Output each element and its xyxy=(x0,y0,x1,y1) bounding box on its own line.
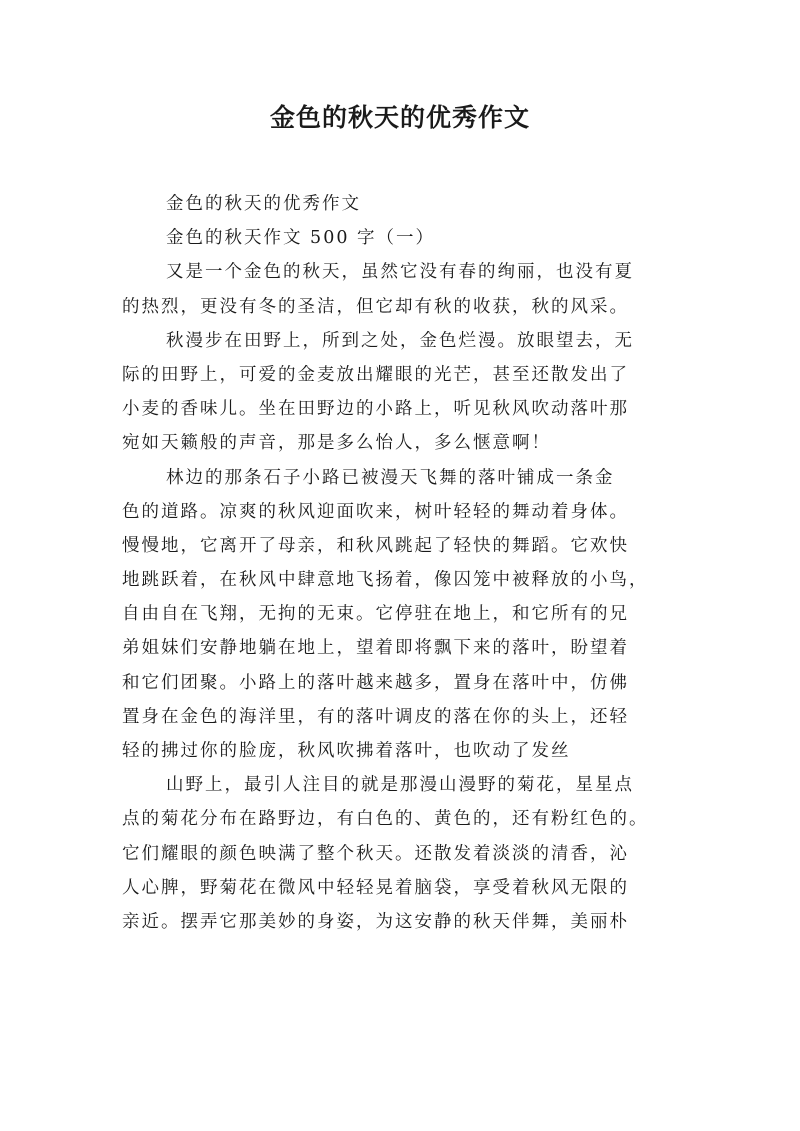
paragraph-line: 弟姐妹们安静地躺在地上，望着即将飘下来的落叶，盼望着 xyxy=(122,638,629,659)
paragraph-line: 置身在金色的海洋里，有的落叶调皮的落在你的头上，还轻 xyxy=(122,706,629,727)
subtitle-line: 金色的秋天的优秀作文 xyxy=(166,194,361,214)
paragraph-line: 它们耀眼的颜色映满了整个秋天。还散发着淡淡的清香，沁 xyxy=(122,843,629,864)
paragraph-line: 小麦的香味儿。坐在田野边的小路上，听见秋风吹动落叶那 xyxy=(122,399,629,420)
paragraph-line: 自由自在飞翔，无拘的无束。它停驻在地上，和它所有的兄 xyxy=(122,604,629,625)
paragraph-line: 和它们团聚。小路上的落叶越来越多，置身在落叶中，仿佛 xyxy=(122,672,629,693)
paragraph-line: 地跳跃着，在秋风中肆意地飞扬着，像囚笼中被释放的小鸟， xyxy=(122,570,649,591)
paragraph-line: 又是一个金色的秋天，虽然它没有春的绚丽，也没有夏 xyxy=(166,262,634,283)
paragraph-line: 轻的拂过你的脸庞，秋风吹拂着落叶，也吹动了发丝 xyxy=(122,741,571,761)
paragraph-line: 点的菊花分布在路野边，有白色的、黄色的，还有粉红色的。 xyxy=(122,809,649,830)
paragraph-line: 际的田野上，可爱的金麦放出耀眼的光芒，甚至还散发出了 xyxy=(122,364,629,385)
paragraph-line: 色的道路。凉爽的秋风迎面吹来，树叶轻轻的舞动着身体。 xyxy=(122,501,629,522)
section-heading: 金色的秋天作文 500 字（一） xyxy=(166,228,436,249)
paragraph-line: 宛如天籁般的声音，那是多么怡人，多么惬意啊！ xyxy=(122,433,551,454)
document-title: 金色的秋天的优秀作文 xyxy=(269,103,530,132)
document-body xyxy=(122,187,692,939)
paragraph-line: 亲近。摆弄它那美妙的身姿，为这安静的秋天伴舞，美丽朴 xyxy=(122,911,629,932)
paragraph-line: 秋漫步在田野上，所到之处，金色烂漫。放眼望去，无 xyxy=(166,330,634,351)
paragraph-line: 慢慢地，它离开了母亲，和秋风跳起了轻快的舞蹈。它欢快 xyxy=(122,535,629,556)
paragraph-line: 山野上，最引人注目的就是那漫山漫野的菊花，星星点 xyxy=(166,775,634,796)
paragraph-line: 林边的那条石子小路已被漫天飞舞的落叶铺成一条金 xyxy=(166,467,615,488)
paragraph-line: 的热烈，更没有冬的圣洁，但它却有秋的收获，秋的风采。 xyxy=(122,296,629,317)
paragraph-line: 人心脾，野菊花在微风中轻轻晃着脑袋，享受着秋风无限的 xyxy=(122,877,629,898)
